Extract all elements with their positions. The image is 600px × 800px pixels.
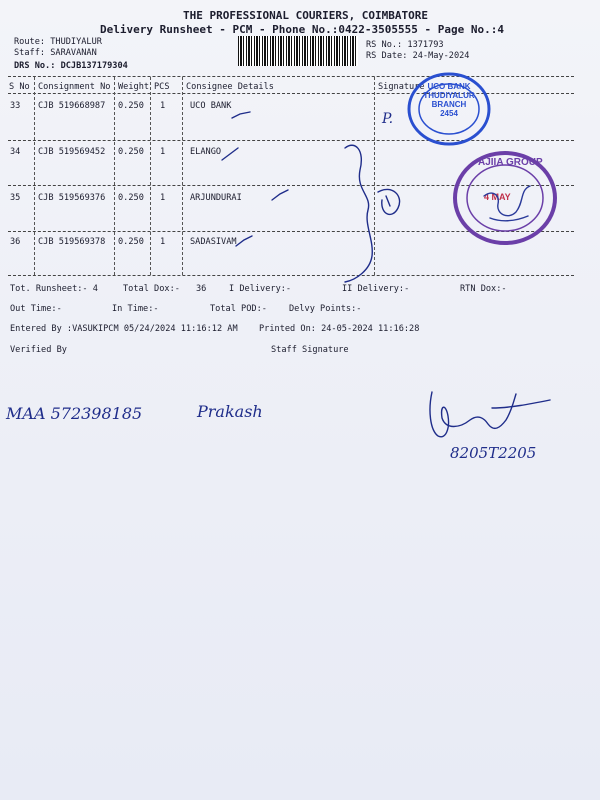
ii-delivery: II Delivery:-: [342, 284, 410, 294]
col-header-consignment: Consignment No: [38, 82, 111, 92]
row-sno: 36: [10, 237, 21, 247]
row-weight: 0.250: [118, 101, 144, 111]
row-consignment: CJB 519569452: [38, 147, 106, 157]
col-header-pcs: PCS: [154, 82, 170, 92]
row-consignment: CJB 519569378: [38, 237, 106, 247]
entered-by: Entered By :VASUKIPCM 05/24/2024 11:16:12 AM: [10, 324, 238, 334]
handwritten-maa-number: MAA 572398185: [6, 404, 143, 423]
i-delivery: I Delivery:-: [229, 284, 292, 294]
row-consignee: SADASIVAM: [190, 237, 237, 247]
handwritten-mark-row33: P.: [382, 111, 394, 127]
total-dox-value: 36: [196, 284, 207, 294]
handwritten-signature-number: 8205T2205: [450, 444, 537, 462]
delvy-points: Delvy Points:-: [289, 304, 362, 314]
tot-runsheet: Tot. Runsheet:- 4: [10, 284, 98, 294]
rs-date: RS Date: 24-May-2024: [366, 51, 470, 61]
row-sno: 34: [10, 147, 21, 157]
staff-label: Staff: SARAVANAN: [14, 48, 97, 58]
row-pcs: 1: [160, 147, 166, 157]
out-time: Out Time:-: [10, 304, 62, 314]
col-header-weight: Weight: [118, 82, 150, 92]
bank-stamp-line4: 2454: [440, 109, 458, 118]
verified-by: Verified By: [10, 345, 67, 355]
row-pcs: 1: [160, 237, 166, 247]
rs-number: RS No.: 1371793: [366, 40, 444, 50]
company-stamp-date: 4 MAY: [484, 192, 511, 202]
row-pcs: 1: [160, 193, 166, 203]
row-weight: 0.250: [118, 193, 144, 203]
drs-number: DRS No.: DCJB137179304: [14, 61, 128, 71]
total-pod: Total POD:-: [210, 304, 267, 314]
staff-signature-label: Staff Signature: [271, 345, 349, 355]
bank-stamp-line2: THUDIYALUR: [423, 91, 475, 100]
row-consignee: ELANGO: [190, 147, 222, 157]
row-sno: 33: [10, 101, 21, 111]
col-header-consignee: Consignee Details: [186, 82, 274, 92]
printed-on: Printed On: 24-05-2024 11:16:28: [259, 324, 420, 334]
bank-stamp-line1: UCO BANK: [427, 82, 471, 91]
document-title: Delivery Runsheet - PCM - Phone No.:0422-3505555 - Page No.:4: [100, 23, 504, 36]
row-consignee: ARJUNDURAI: [190, 193, 242, 203]
row-consignment: CJB 519668987: [38, 101, 106, 111]
in-time: In Time:-: [112, 304, 159, 314]
col-header-signature: Signature: [378, 82, 425, 92]
handwritten-name: Prakash: [197, 402, 263, 421]
row-weight: 0.250: [118, 237, 144, 247]
rtn-dox: RTN Dox:-: [460, 284, 507, 294]
bank-stamp-line3: BRANCH: [431, 100, 467, 109]
row-sno: 35: [10, 193, 21, 203]
route-label: Route: THUDIYALUR: [14, 37, 102, 47]
company-stamp-name: AJIIA GROUP: [478, 157, 543, 168]
row-pcs: 1: [160, 101, 166, 111]
company-name: THE PROFESSIONAL COURIERS, COIMBATORE: [183, 9, 429, 22]
row-consignee: UCO BANK: [190, 101, 232, 111]
col-header-sno: S No: [9, 82, 30, 92]
row-weight: 0.250: [118, 147, 144, 157]
total-dox-label: Total Dox:-: [123, 284, 180, 294]
row-consignment: CJB 519569376: [38, 193, 106, 203]
